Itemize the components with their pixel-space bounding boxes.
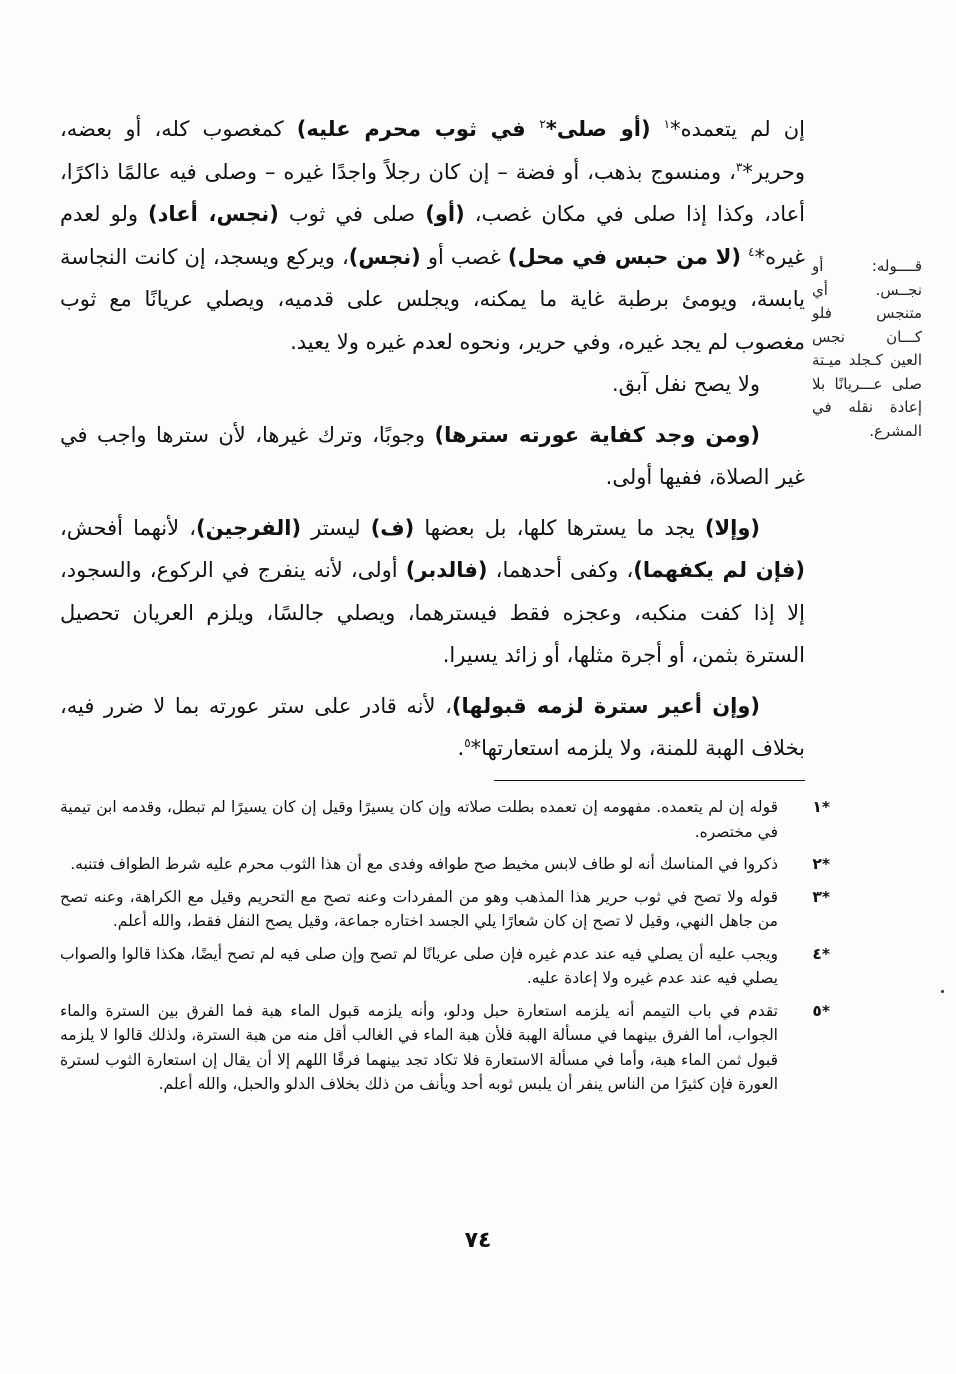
margin-note: قــــوله: أو نجــس. أي متنجس فلو كـــان نجس العين كـجلد ميـتة صلى عـــريانًا بلا إعادة نقله في المشرع. — [812, 257, 922, 440]
text-run: يجد ما يسترها كلها، بل بعضها — [414, 515, 705, 540]
footnote-mark: *٣ — [812, 887, 830, 906]
bold-run: (فإن لم يكفهما) — [633, 558, 805, 582]
bold-run: في ثوب محرم عليه) — [296, 117, 540, 141]
bold-run: (نجس، أعاد) — [148, 202, 279, 226]
footnotes — [60, 795, 830, 1105]
text-run: أولى، لأنه ينفرج في الركوع، والسجود، إلا إذا كفت منكبه، وعجزه فقط فيسترهما، ويصلي جالسًا، ويلزم العريان تحصيل السترة بثمن، أو أجرة مثلها، أو زائد يسيرا. — [60, 558, 805, 667]
bold-run: (أو) — [425, 202, 465, 226]
text-run: ، ومنسوج بذهب، أو فضة – إن كان رجلاً واجدًا غيره – وصلى فيه عالمًا ذاكرًا، أعاد، وكذا إذا صلى في مكان غصب، — [60, 159, 805, 226]
bold-run: (لا من حبس في محل) — [507, 244, 741, 269]
text-run: غصب أو — [420, 244, 508, 269]
footnote-text: قوله ولا تصح في ثوب حرير هذا المذهب وهو من المفردات وعنه تصح مع التحريم وقيل مع الكراهة، وعنه تصح من جاهل النهي، وقيل لا تصح إن كان شعارًا يلي الجسد اختاره جماعة، وقيل يصح النفل فقط، والله أعلم. — [60, 887, 778, 930]
paragraph-3 — [60, 414, 805, 499]
bold-run: (ف) — [370, 515, 415, 540]
paragraph-4 — [60, 507, 805, 677]
text-run: وجوبًا، وترك غيرها، لأن سترها واجب في غير الصلاة، ففيها أولى. — [60, 422, 805, 489]
bold-run: (نجس) — [348, 244, 421, 269]
bold-run: (وإن أعير سترة لزمه قبولها) — [451, 693, 761, 718]
footnote-divider — [494, 780, 805, 781]
footnote-mark: *٥ — [812, 1001, 830, 1020]
text-run: كمغصوب كله، أو بعضه، وحرير* — [60, 117, 805, 184]
footnote-text: قوله إن لم يتعمده. مفهومه إن تعمده بطلت صلاته وإن كان يسيرًا وقيل إن كان يسيرًا لم تبطل، وقدمه ابن تيمية في مختصره. — [60, 798, 778, 841]
text-run — [651, 117, 664, 141]
footnote-item — [60, 885, 830, 934]
footnote-mark: *١ — [812, 798, 830, 816]
paragraph-5 — [60, 685, 805, 770]
footnote-mark: *٢ — [812, 855, 830, 873]
bold-run: (وإلا) — [704, 515, 760, 540]
text-run: ، لأنهما أفحش، — [60, 515, 197, 540]
paragraph-2: ولا يصح نفل آبق. — [612, 372, 760, 396]
text-run: ، لأنه قادر على ستر عورته بما لا ضرر فيه، بخلاف الهبة للمنة، ولا يلزمه استعارتها* — [60, 693, 805, 760]
footnote-ref: ٤ — [748, 244, 755, 259]
bold-run: (ومن وجد كفاية عورته سترها) — [434, 422, 760, 447]
text-run: إن لم يتعمده* — [670, 117, 805, 141]
footnote-text: ويجب عليه أن يصلي فيه عند عدم غيره فإن صلى عريانًا لم تصح وإن صلى فيه لم تصح أيضًا، هكذا قالوا والصواب يصلي فيه عند عدم غيره ولا إعادة عليه. — [60, 944, 778, 987]
bold-run: (أو صلى* — [545, 117, 651, 141]
bold-run: (الفرجين) — [196, 515, 302, 540]
paragraph-1 — [60, 108, 805, 363]
text-run: ليستر — [301, 515, 371, 540]
bold-run: (فالدبر) — [405, 558, 488, 582]
main-text — [60, 108, 805, 770]
footnote-text: ذكروا في المناسك أنه لو طاف لابس مخيط صح طوافه وفدى مع أن هذا الثوب محرم عليه شرط الطواف فتنبه. — [70, 855, 778, 873]
footnote-mark: *٤ — [812, 944, 830, 963]
text-run: ولو لعدم غيره* — [60, 202, 805, 269]
footnote-text: تقدم في باب التيمم أنه يلزمه استعارة حبل ودلو، وأنه يلزمه قبول الماء هبة فما الفرق بين السترة والماء الجواب، أما الفرق بينهما في مسألة الهبة فلأن هبة الماء في الغالب أقل منه من هبة السترة، ولذلك قالوا لا يلزمه قبول ثمن الماء هبة، وأما في مسألة الاستعارة فلا تكاد تجد بينهما فرقًا اللهم إلا أن يقال إن استعارة الثوب لسترة العورة فإن كثيرًا من الناس ينفر أن يلبس ثوبه أحد ويأنف من ذلك بخلاف الدلو والحبل، والله أعلم. — [60, 1001, 778, 1093]
text-run: ، ويركع ويسجد، إن كانت النجاسة يابسة، ويومئ برطبة غاية ما يمكنه، ويجلس على قدميه، ويصلي عريانًا مع ثوب مغصوب لم يجد غيره، وفي حرير، ونحوه لعدم غيره ولا يعيد. — [60, 244, 805, 354]
footnote-ref: ٢ — [539, 117, 546, 131]
footnote-ref: ٥ — [464, 736, 471, 750]
footnote-item — [60, 999, 830, 1097]
text-run: . — [457, 736, 465, 760]
footnote-ref: ١ — [663, 117, 671, 131]
scan-speck — [941, 990, 944, 993]
footnote-item — [60, 795, 830, 844]
footnote-item — [60, 942, 830, 991]
footnote-ref: ٣ — [735, 159, 743, 174]
text-run: صلى في ثوب — [278, 202, 426, 226]
page-number: ٧٤ — [464, 1228, 492, 1253]
footnote-item — [60, 852, 830, 877]
text-run: ، وكفى أحدهما، — [487, 558, 634, 582]
